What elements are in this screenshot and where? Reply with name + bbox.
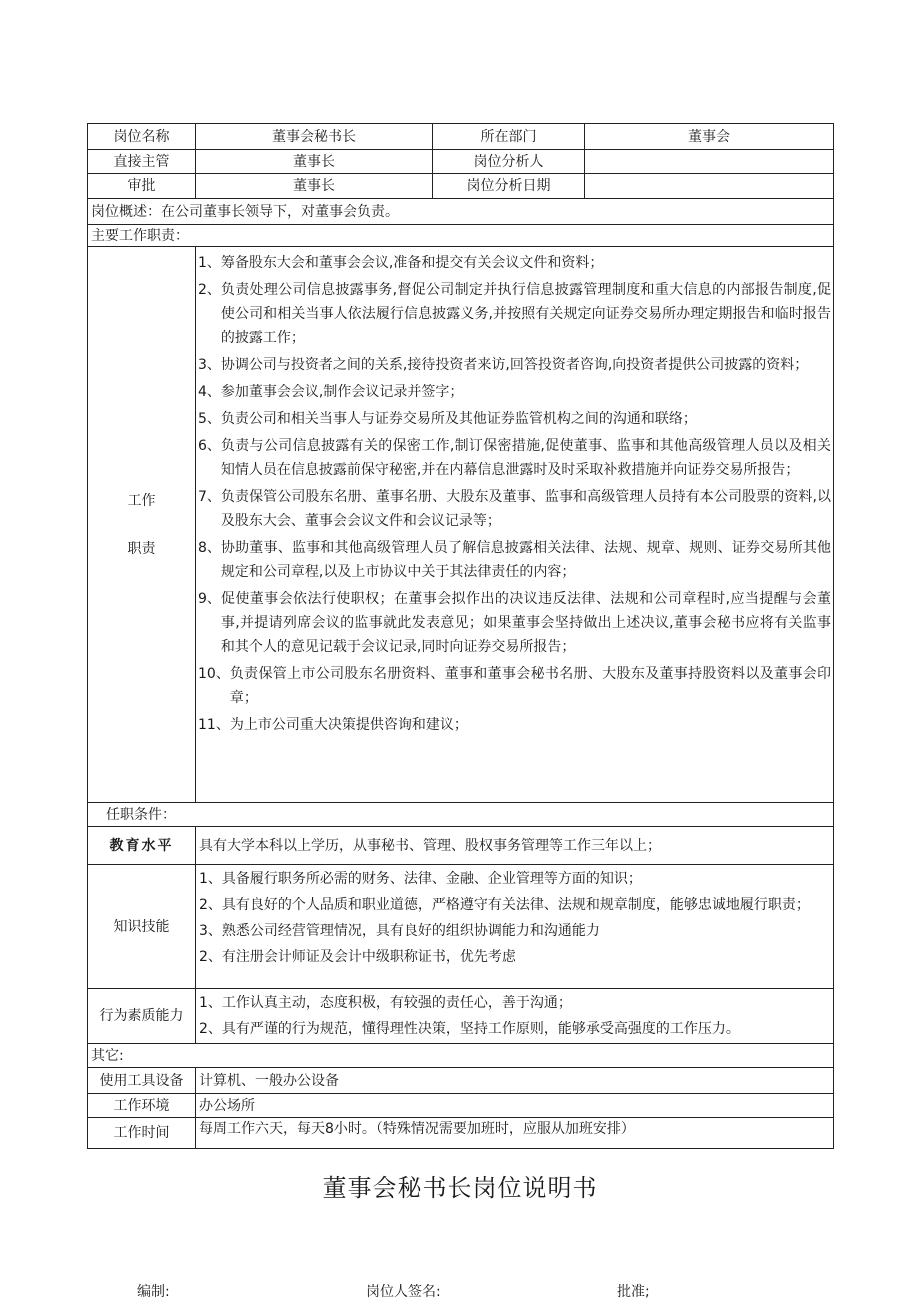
duty-item-number: 9、 xyxy=(198,591,221,607)
duty-item-text: 协助董事、监事和其他高级管理人员了解信息披露相关法律、法规、规章、规则、证券交易所其他规定和公司章程,以及上市协议中关于其法律责任的内容； xyxy=(220,540,831,580)
duty-item xyxy=(198,251,831,275)
duty-item xyxy=(198,713,831,737)
duties-list-cell xyxy=(196,247,834,803)
supervisor-value: 董事长 xyxy=(196,150,433,174)
duty-item-text: 负责保管上市公司股东名册资料、董事和董事会秘书名册、大股东及董事持股资料以及董事会印章； xyxy=(229,666,831,706)
knowledge-item-number: 3、 xyxy=(199,923,222,939)
overview-row xyxy=(88,199,834,225)
knowledge-item xyxy=(199,945,830,969)
analyst-value xyxy=(585,150,834,174)
duty-item xyxy=(198,587,831,659)
duty-item-number: 10、 xyxy=(198,666,230,682)
header-row-2 xyxy=(88,150,834,174)
behavior-row xyxy=(88,989,834,1044)
duty-item-text: 负责公司和相关当事人与证券交易所及其他证券监管机构之间的沟通和联络； xyxy=(220,411,697,427)
duty-item-text: 参加董事会会议,制作会议记录并签字； xyxy=(220,384,464,400)
behavior-item-text: 具有严谨的行为规范，懂得理性决策，坚持工作原则，能够承受高强度的工作压力。 xyxy=(221,1021,740,1037)
document-title: 董事会秘书长岗位说明书 xyxy=(322,1174,598,1202)
duty-item xyxy=(198,662,831,710)
duty-item-number: 3、 xyxy=(198,357,221,373)
position-name-label: 岗位名称 xyxy=(88,124,196,150)
knowledge-item xyxy=(199,919,830,943)
duty-item xyxy=(198,353,831,377)
duty-item-text: 为上市公司重大决策提供咨询和建议； xyxy=(229,717,468,733)
duty-item xyxy=(198,485,831,533)
education-value: 具有大学本科以上学历，从事秘书、管理、股权事务管理等工作三年以上； xyxy=(196,827,834,865)
job-description-table xyxy=(87,123,834,1149)
duties-label-line-1: 工作 xyxy=(127,492,156,509)
environment-value: 办公场所 xyxy=(196,1094,834,1118)
incumbent-signature-label: 岗位人签名: xyxy=(366,1284,441,1300)
environment-row xyxy=(88,1094,834,1118)
prepared-by-label: 编制: xyxy=(137,1284,170,1300)
knowledge-item xyxy=(199,893,830,917)
duty-item-number: 4、 xyxy=(198,384,221,400)
knowledge-item-text: 有注册会计师证及会计中级职称证书，优先考虑 xyxy=(221,949,516,965)
knowledge-label: 知识技能 xyxy=(88,865,196,989)
behavior-item xyxy=(199,991,830,1015)
approval-value: 董事长 xyxy=(196,174,433,199)
duty-item-text: 筹备股东大会和董事会会议,准备和提交有关会议文件和资料； xyxy=(220,255,604,271)
duty-item xyxy=(198,407,831,431)
duty-item-text: 促使董事会依法行使职权；在董事会拟作出的决议违反法律、法规和公司章程时,应当提醒与会董事,并提请列席会议的监事就此发表意见；如果董事会坚持做出上述决议,董事会秘书应将有关监事和其个人的意见记载于会议记录,同时向证券交易所报告； xyxy=(220,591,831,655)
requirements-title: 任职条件： xyxy=(88,803,834,827)
analysis-date-label: 岗位分析日期 xyxy=(433,174,585,199)
duty-item-text: 协调公司与投资者之间的关系,接待投资者来访,回答投资者咨询,向投资者提供公司披露的资料； xyxy=(220,357,809,373)
tools-value: 计算机、一般办公设备 xyxy=(196,1068,834,1094)
other-title: 其它: xyxy=(88,1044,834,1068)
duty-item xyxy=(198,278,831,350)
duty-item-number: 8、 xyxy=(198,540,221,556)
header-row-1 xyxy=(88,124,834,150)
behavior-item-text: 工作认真主动，态度积极，有较强的责任心，善于沟通； xyxy=(221,995,572,1011)
knowledge-item-text: 熟悉公司经营管理情况，具有良好的组织协调能力和沟通能力 xyxy=(221,923,600,939)
duties-title-row xyxy=(88,225,834,247)
knowledge-list-cell xyxy=(196,865,834,989)
duty-item xyxy=(198,380,831,404)
behavior-item xyxy=(199,1017,830,1041)
department-label: 所在部门 xyxy=(433,124,585,150)
behavior-item-number: 2、 xyxy=(199,1021,222,1037)
position-name-value: 董事会秘书长 xyxy=(196,124,433,150)
knowledge-row xyxy=(88,865,834,989)
requirements-title-row xyxy=(88,803,834,827)
tools-row xyxy=(88,1068,834,1094)
duty-item-text: 负责处理公司信息披露事务,督促公司制定并执行信息披露管理制度和重大信息的内部报告制度,促使公司和相关当事人依法履行信息披露义务,并按照有关规定向证券交易所办理定期报告和临时报告的披露工作； xyxy=(220,282,831,346)
duties-label-cell xyxy=(88,247,196,803)
behavior-list xyxy=(196,989,834,1044)
knowledge-item-number: 2、 xyxy=(199,949,222,965)
supervisor-label: 直接主管 xyxy=(88,150,196,174)
duties-label-line-2: 职责 xyxy=(127,540,156,557)
duties-row xyxy=(88,247,834,803)
behavior-label: 行为素质能力 xyxy=(88,989,196,1044)
hours-label: 工作时间 xyxy=(88,1118,196,1149)
education-row xyxy=(88,827,834,865)
analyst-label: 岗位分析人 xyxy=(433,150,585,174)
other-title-row xyxy=(88,1044,834,1068)
tools-label: 使用工具设备 xyxy=(88,1068,196,1094)
duty-item-number: 11、 xyxy=(198,717,230,733)
duty-item-number: 1、 xyxy=(198,255,221,271)
environment-label: 工作环境 xyxy=(88,1094,196,1118)
knowledge-list xyxy=(199,867,830,987)
duty-item-number: 6、 xyxy=(198,438,221,454)
duty-item-number: 5、 xyxy=(198,411,221,427)
duty-item xyxy=(198,536,831,584)
knowledge-item-number: 2、 xyxy=(199,897,222,913)
knowledge-item-text: 具备履行职务所必需的财务、法律、金融、企业管理等方面的知识； xyxy=(221,871,642,887)
approved-by-label: 批准; xyxy=(617,1284,650,1300)
approval-label: 审批 xyxy=(88,174,196,199)
duties-section-title: 主要工作职责： xyxy=(88,225,834,247)
header-row-3 xyxy=(88,174,834,199)
duty-item-text: 负责与公司信息披露有关的保密工作,制订保密措施,促使董事、监事和其他高级管理人员以及相关知情人员在信息披露前保守秘密,并在内幕信息泄露时及时采取补救措施并向证券交易所报告； xyxy=(220,438,831,478)
duties-list xyxy=(198,249,831,797)
behavior-item-number: 1、 xyxy=(199,995,222,1011)
education-label: 教育水平 xyxy=(88,827,196,865)
analysis-date-value xyxy=(585,174,834,199)
hours-value: 每周工作六天，每天8小时。（特殊情况需要加班时，应服从加班安排） xyxy=(196,1118,834,1149)
duty-item-text: 负责保管公司股东名册、董事名册、大股东及董事、监事和高级管理人员持有本公司股票的资料,以及股东大会、董事会会议文件和会议记录等； xyxy=(220,489,831,529)
knowledge-item-text: 具有良好的个人品质和职业道德，严格遵守有关法律、法规和规章制度，能够忠诚地履行职责； xyxy=(221,897,810,913)
duty-item-number: 2、 xyxy=(198,282,221,298)
knowledge-item xyxy=(199,867,830,891)
knowledge-item-number: 1、 xyxy=(199,871,222,887)
duty-item-number: 7、 xyxy=(198,489,221,505)
duty-item xyxy=(198,434,831,482)
department-value: 董事会 xyxy=(585,124,834,150)
hours-row xyxy=(88,1118,834,1149)
position-overview: 岗位概述：在公司董事长领导下，对董事会负责。 xyxy=(88,199,834,225)
